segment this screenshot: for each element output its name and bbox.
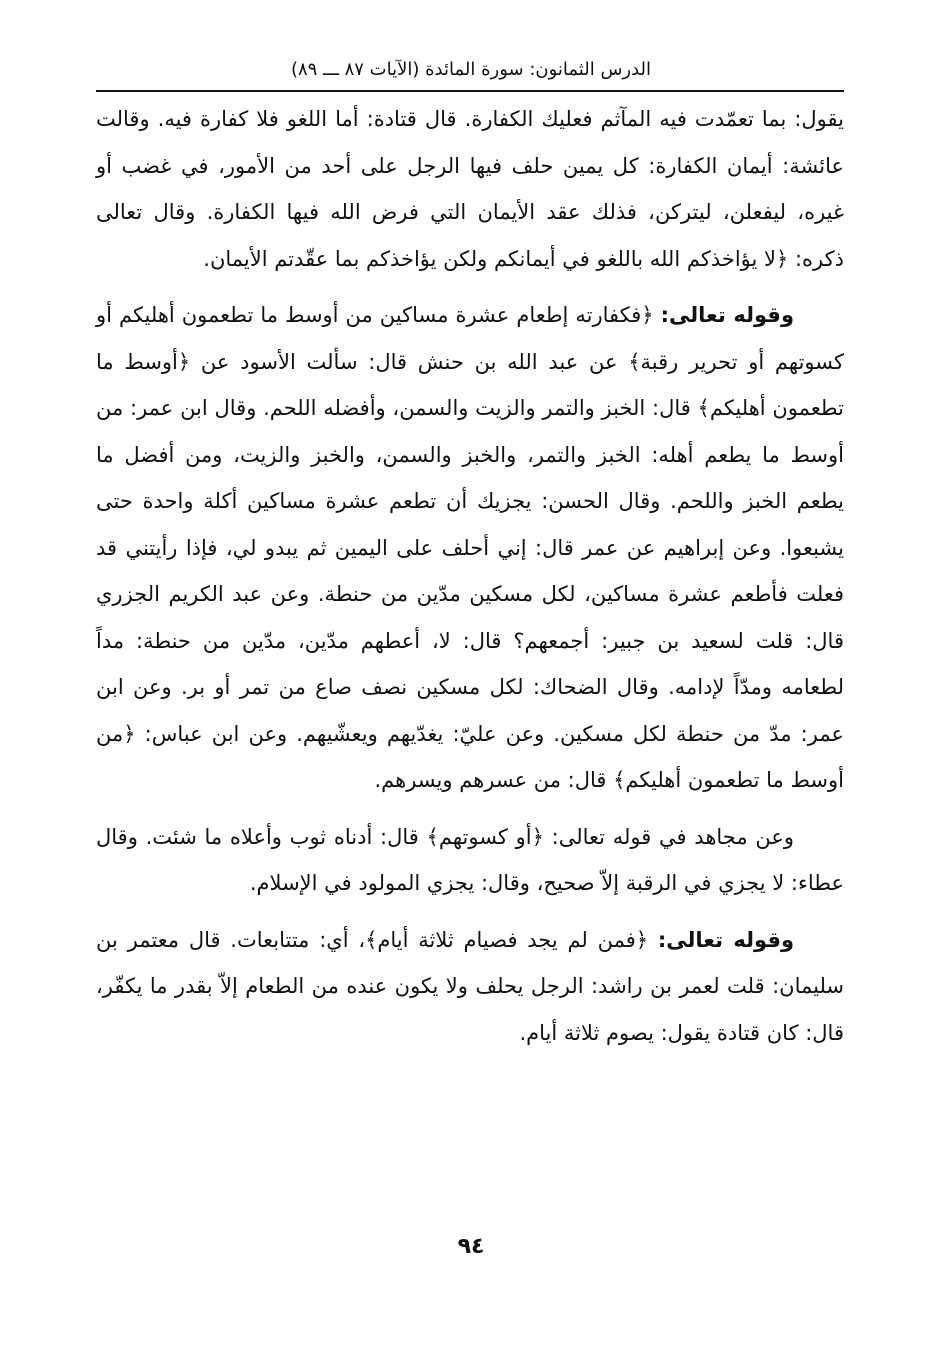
paragraph-text: ﴿فكفارته إطعام عشرة مساكين من أوسط ما تطعمون أهليكم أو كسوتهم أو تحرير رقبة﴾ عن عبد الله بن حنش قال: سألت الأسود عن ﴿أوسط ما تطعمون أهليكم﴾ قال: الخبز والتمر والزيت والسمن، وأفضله اللحم. وقال ابن عمر: من أوسط ما يطعم أهله: الخبز والتمر، والخبز والسمن، والخبز والزيت، ومن أفضل ما يطعم الخبز واللحم. وقال الحسن: يجزيك أن تطعم عشرة مساكين أكلة واحدة حتى يشبعوا. وعن إبراهيم عن عمر قال: إني أحلف على اليمين ثم يبدو لي، فإذا رأيتني قد فعلت فأطعم عشرة مساكين، لكل مسكين مدّين من حنطة. وعن عبد الكريم الجزري قال: قلت لسعيد بن جبير: أجمعهم؟ قال: لا، أعطهم مدّين، مدّين من حنطة: مداً لطعامه ومدّاً لإدامه. وقال الضحاك: لكل مسكين نصف صاع من تمر أو بر. وعن ابن عمر: مدّ من حنطة لكل مسكين. وعن عليّ: يغدّيهم ويعشّيهم. وعن ابن عباس: ﴿من أوسط ما تطعمون أهليكم﴾ قال: من عسرهم ويسرهم.: [96, 303, 844, 792]
body-text: [96, 96, 844, 1056]
paragraph-text: وعن مجاهد في قوله تعالى: ﴿أو كسوتهم﴾ قال: أدناه ثوب وأعلاه ما شئت. وقال عطاء: لا يجزي في الرقبة إلاّ صحيح، وقال: يجزي المولود في الإسلام.: [96, 824, 844, 895]
paragraph-1: [96, 96, 844, 282]
paragraph-lead: وقوله تعالى:: [657, 927, 794, 952]
paragraph-4: [96, 917, 844, 1057]
running-header: الدرس الثمانون: سورة المائدة (الآيات ٨٧ ـــ ٨٩): [290, 59, 652, 80]
paragraph-3: [96, 814, 844, 907]
paragraph-text: يقول: بما تعمّدت فيه المآثم فعليك الكفارة. قال قتادة: أما اللغو فلا كفارة فيه. وقالت عائشة: أيمان الكفارة: كل يمين حلف فيها الرجل على أحد من الأمور، في غضب أو غيره، ليفعلن، ليتركن، فذلك عقد الأيمان التي فرض الله فيها الكفارة. وقال تعالى ذكره: ﴿لا يؤاخذكم الله باللغو في أيمانكم ولكن يؤاخذكم بما عقّدتم الأيمان.: [96, 107, 844, 271]
page-number: ٩٤: [457, 1234, 485, 1259]
paragraph-text: ﴿فمن لم يجد فصيام ثلاثة أيام﴾، أي: متتابعات. قال معتمر بن سليمان: قلت لعمر بن راشد: الرجل يحلف ولا يكون عنده من الطعام إلاّ بقدر ما يكفّر، قال: كان قتادة يقول: يصوم ثلاثة أيام.: [96, 927, 844, 1045]
paragraph-2: [96, 292, 844, 804]
header-rule: [96, 90, 844, 92]
paragraph-lead: وقوله تعالى:: [660, 303, 794, 327]
